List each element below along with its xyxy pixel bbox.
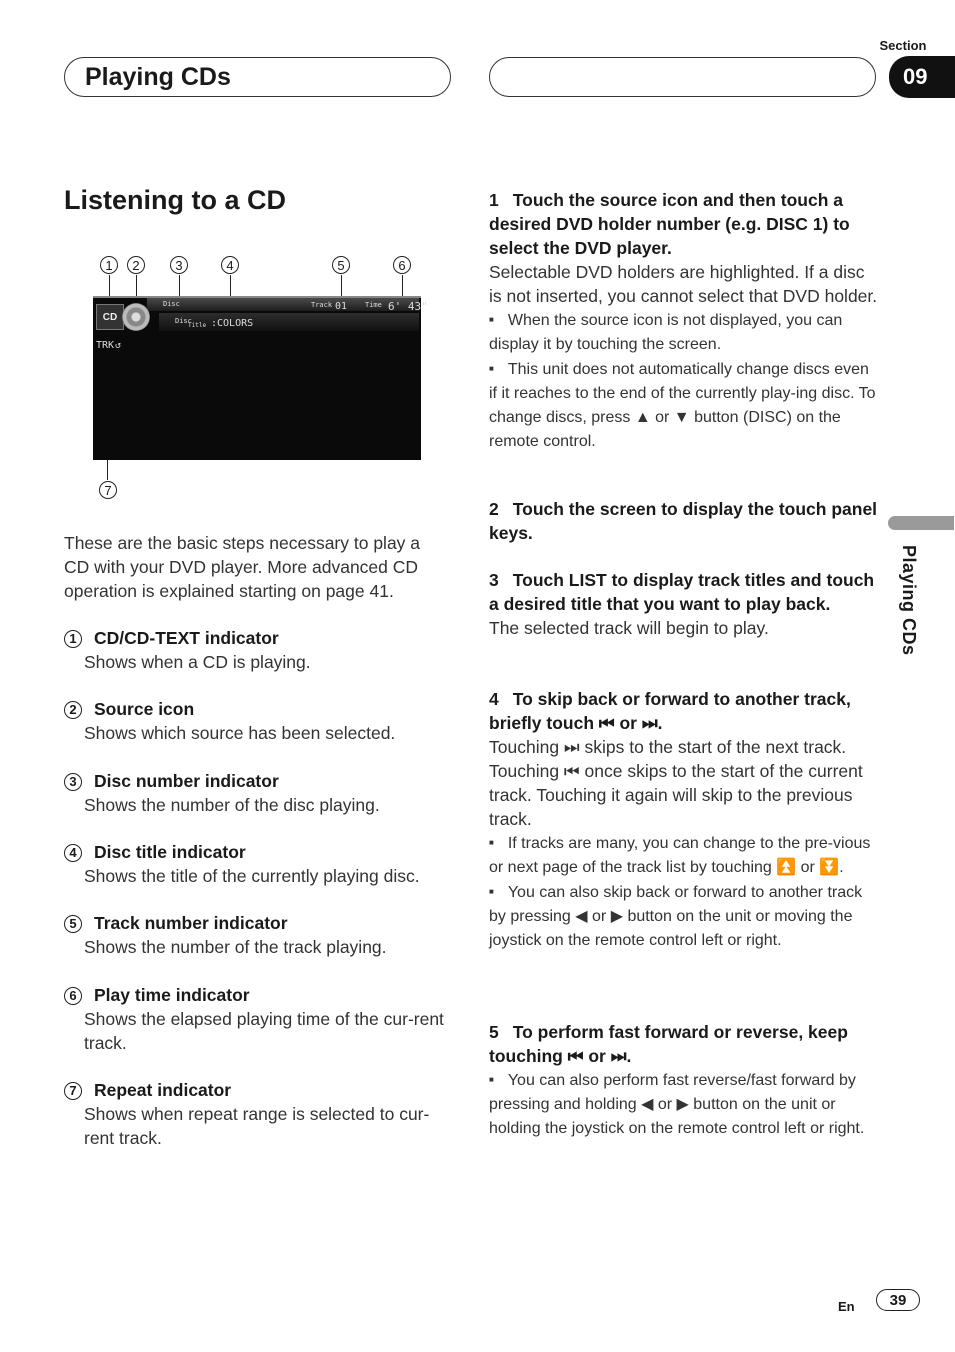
step-number: 5 [489, 1022, 499, 1042]
title-label: Title [188, 322, 207, 329]
item-number: 6 [64, 987, 82, 1005]
step-number: 3 [489, 570, 499, 590]
callout-1: 1 [100, 256, 118, 274]
step-number: 1 [489, 190, 499, 210]
step-title: To perform fast forward or reverse, keep touching ⏮ or ⏭. [489, 1022, 848, 1066]
item-description: Shows the elapsed playing time of the cur-rent track. [84, 1009, 444, 1053]
section-number-badge: 09 [889, 56, 955, 98]
item-number: 7 [64, 1082, 82, 1100]
item-title: Disc number indicator [94, 771, 279, 791]
side-tab-marker [888, 516, 954, 530]
callout-6: 6 [393, 256, 411, 274]
item-title: Disc title indicator [94, 842, 246, 862]
cd-indicator: CD [96, 304, 124, 330]
step-note: ■ This unit does not automatically change discs even if it reaches to the end of the currently play-ing disc. To change discs, press ▲ or ▼ button (DISC) on the remote control. [489, 357, 879, 454]
header-empty-box [489, 57, 876, 97]
list-item [64, 697, 454, 745]
callout-5: 5 [332, 256, 350, 274]
step-text: Selectable DVD holders are highlighted. If a disc is not inserted, you cannot select that DVD holder. [489, 262, 878, 306]
list-item [64, 911, 454, 959]
page-number: 39 [876, 1289, 920, 1311]
item-description: Shows which source has been selected. [84, 723, 396, 743]
list-item [64, 1078, 454, 1150]
step-title: To skip back or forward to another track, briefly touch ⏮ or ⏭. [489, 689, 851, 733]
item-title: Source icon [94, 699, 195, 719]
list-item [64, 626, 454, 674]
step-note: ■ If tracks are many, you can change to the pre-vious or next page of the track list by touching ⏫ or ⏬. [489, 831, 879, 880]
item-number: 5 [64, 915, 82, 933]
track-number-value: 01 [335, 301, 348, 312]
item-description: Shows when a CD is playing. [84, 652, 311, 672]
item-title: Repeat indicator [94, 1080, 232, 1100]
item-description: Shows the title of the currently playing disc. [84, 866, 420, 886]
item-description: Shows the number of the track playing. [84, 937, 387, 957]
time-label: Time [365, 301, 382, 309]
step-title: Touch the screen to display the touch panel keys. [489, 499, 878, 543]
list-item [64, 983, 454, 1055]
callout-3: 3 [170, 256, 188, 274]
step-title: Touch LIST to display track titles and touch a desired title that you want to play back. [489, 570, 875, 614]
step-2 [489, 497, 879, 545]
repeat-indicator: TRK [96, 340, 115, 351]
item-description: Shows the number of the disc playing. [84, 795, 380, 815]
step-number: 2 [489, 499, 499, 519]
item-number: 1 [64, 630, 82, 648]
step-note: ■ You can also skip back or forward to another track by pressing ◀ or ▶ button on the unit or moving the joystick on the remote control left or right. [489, 880, 879, 953]
item-title: CD/CD-TEXT indicator [94, 628, 279, 648]
item-number: 3 [64, 773, 82, 791]
disc-title-value: :COLORS [211, 318, 254, 329]
step-note: ■ When the source icon is not displayed, you can display it by touching the screen. [489, 308, 879, 357]
side-tab-label: Playing CDs [899, 545, 919, 656]
step-text: Touching ⏭ skips to the start of the next track. Touching ⏮ once skips to the start of the current track. Touching it again will skip to the previous track. [489, 737, 863, 829]
disc-number-label: Disc [175, 317, 192, 325]
section-label: Section [879, 38, 927, 53]
play-time-value: 6' 43" [388, 300, 428, 313]
step-4 [489, 687, 879, 953]
callout-2: 2 [127, 256, 145, 274]
list-item [64, 840, 454, 888]
step-1 [489, 188, 879, 454]
cd-screen-illustration [93, 296, 428, 460]
item-number: 2 [64, 701, 82, 719]
step-3 [489, 568, 879, 640]
chapter-title-box [64, 57, 451, 97]
track-label: Track [311, 301, 333, 309]
step-5 [489, 1020, 879, 1141]
item-title: Track number indicator [94, 913, 288, 933]
page-heading: Listening to a CD [64, 185, 286, 215]
chapter-title: Playing CDs [85, 62, 231, 91]
intro-paragraph: These are the basic steps necessary to play a CD with your DVD player. More advanced CD operation is explained starting on page 41. [64, 533, 421, 601]
source-disc-icon [122, 303, 150, 331]
step-title: Touch the source icon and then touch a desired DVD holder number (e.g. DISC 1) to select the DVD player. [489, 190, 850, 258]
callout-7: 7 [99, 481, 117, 499]
step-number: 4 [489, 689, 499, 709]
callout-4: 4 [221, 256, 239, 274]
step-text: The selected track will begin to play. [489, 618, 769, 638]
disc-label: Disc [163, 300, 180, 308]
item-number: 4 [64, 844, 82, 862]
list-item [64, 769, 454, 817]
language-label: En [838, 1299, 855, 1314]
step-note: ■ You can also perform fast reverse/fast forward by pressing and holding ◀ or ▶ button on the unit or holding the joystick on the remote control left or right. [489, 1068, 879, 1141]
item-description: Shows when repeat range is selected to cur-rent track. [84, 1104, 430, 1148]
item-title: Play time indicator [94, 985, 250, 1005]
repeat-icon: ↺ [115, 340, 122, 351]
